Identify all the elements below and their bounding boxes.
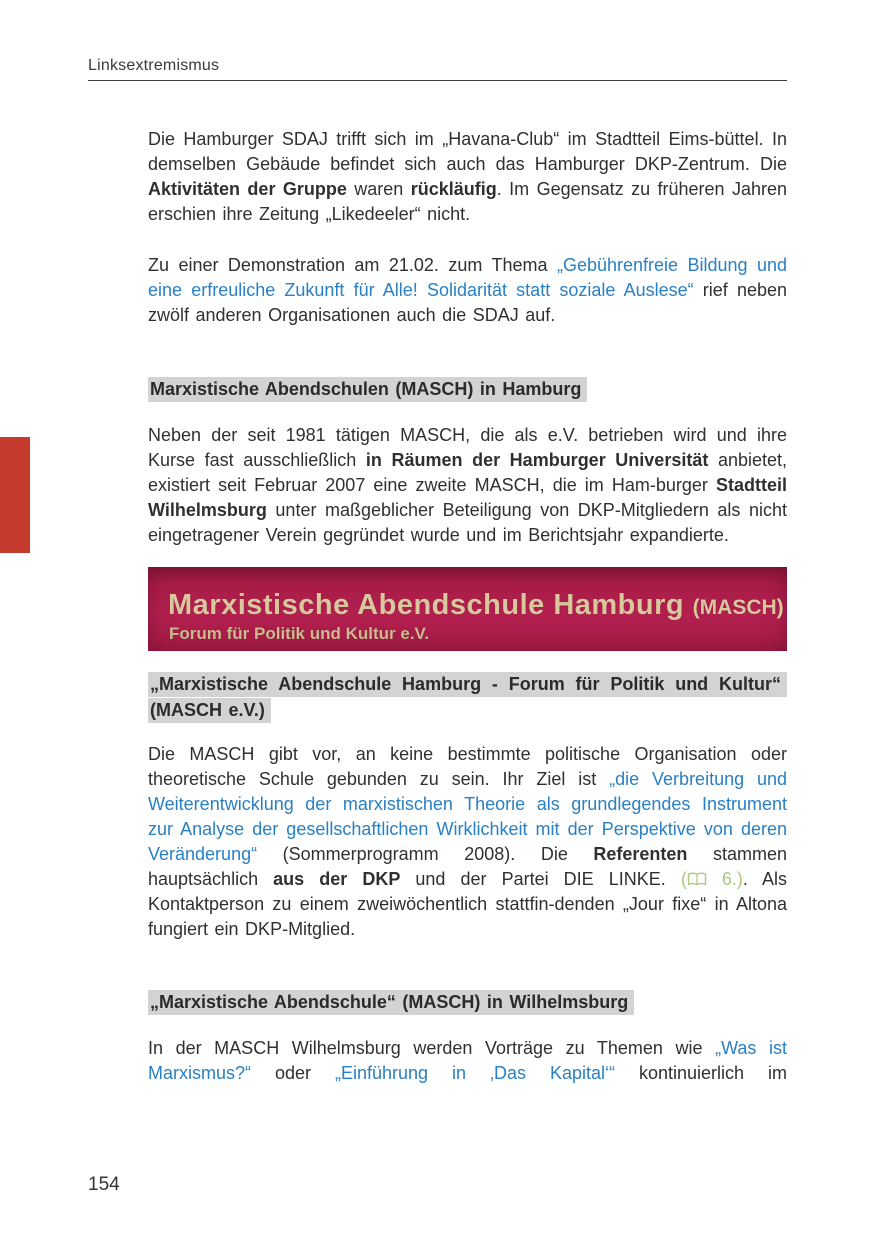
text-run: anbietet, existiert seit Februar 2007 eine zweite MASCH, die im Ham-burger bbox=[148, 450, 787, 495]
masch-banner-image bbox=[148, 567, 787, 651]
text-run: Referenten bbox=[593, 844, 688, 864]
paragraph-demonstration bbox=[148, 253, 787, 328]
text-run: aus der DKP bbox=[273, 869, 401, 889]
text-run: rief neben zwölf anderen Organisationen auch die SDAJ auf. bbox=[148, 280, 788, 325]
heading-highlight: Marxistische Abendschulen (MASCH) in Hamburg bbox=[148, 377, 587, 402]
text-run: Neben der seit 1981 tätigen MASCH, die als e.V. betrieben wird und ihre Kurse fast ausschließlich bbox=[148, 425, 787, 470]
text-run: 6.) bbox=[706, 869, 743, 889]
open-book-icon bbox=[687, 869, 707, 889]
text-run: Die MASCH gibt vor, an keine bestimmte politische Organisation oder theoretische Schule gebunden zu sein. Ihr Ziel ist bbox=[148, 744, 787, 789]
paragraph-sdaj-havana-club bbox=[148, 127, 787, 227]
text-run: „die Verbreitung und Weiterentwicklung der marxistischen Theorie als grundlegendes Instrument zur Analyse der gesellschaftlichen Wirklichkeit mit der Perspektive von deren Veränderung“ bbox=[148, 769, 787, 864]
heading-highlight: „Marxistische Abendschule“ (MASCH) in Wilhelmsburg bbox=[148, 990, 634, 1015]
paragraph-masch-lectures bbox=[148, 1036, 787, 1086]
text-run: Zu einer Demonstration am 21.02. zum Thema bbox=[148, 255, 557, 275]
heading-highlight: „Marxistische Abendschule Hamburg - Forum für Politik und Kultur“ (MASCH e.V.) bbox=[148, 672, 787, 723]
text-run: und der Partei DIE LINKE. bbox=[400, 869, 681, 889]
banner-title-suffix: (MASCH) bbox=[692, 596, 784, 619]
text-run: . Als Kontaktperson zu einem zweiwöchentlich stattfin-denden „Jour fixe“ in Altona fungiert ein DKP-Mitglied. bbox=[148, 869, 788, 939]
text-run: stammen hauptsächlich bbox=[148, 844, 787, 889]
text-run: In der MASCH Wilhelmsburg werden Vorträge zu Themen wie bbox=[148, 1038, 716, 1058]
text-run: unter maßgeblicher Beteiligung von DKP-Mitgliedern als nicht eingetragener Verein gegründet wurde und im Berichtsjahr expandierte. bbox=[148, 500, 787, 545]
text-run: Aktivitäten der Gruppe bbox=[148, 179, 347, 199]
text-run: oder bbox=[251, 1063, 335, 1083]
text-run: Die Hamburger SDAJ trifft sich im „Havana-Club“ im Stadtteil Eims-büttel. In demselben Gebäude befindet sich auch das Hamburger DKP-Zentrum. Die bbox=[148, 129, 787, 174]
text-run: waren bbox=[346, 179, 411, 199]
text-run: in Räumen der Hamburger Universität bbox=[365, 450, 709, 470]
text-run: „Gebührenfreie Bildung und eine erfreuliche Zukunft für Alle! Solidarität statt soziale Auslese“ bbox=[148, 255, 787, 300]
text-run: . Im Gegensatz zu früheren Jahren erschien ihre Zeitung „Likedeeler“ nicht. bbox=[148, 179, 787, 224]
page-number: 154 bbox=[88, 1174, 120, 1195]
text-run: kontinuierlich im bbox=[615, 1063, 787, 1083]
section-heading-masch-wilhelmsburg bbox=[148, 989, 787, 1015]
text-run: Stadtteil Wilhelmsburg bbox=[148, 475, 787, 520]
paragraph-masch-goals bbox=[148, 742, 787, 942]
text-run: rückläufig bbox=[410, 179, 497, 199]
chapter-tab-marker bbox=[0, 437, 30, 553]
section-heading-masch-hamburg bbox=[148, 376, 787, 402]
section-heading-masch-ev bbox=[148, 671, 787, 723]
running-head: Linksextremismus bbox=[88, 57, 220, 74]
text-run: (Sommerprogramm 2008). Die bbox=[257, 844, 594, 864]
text-run: ( bbox=[680, 869, 687, 889]
paragraph-masch-history bbox=[148, 423, 787, 548]
text-run: „Einführung in ‚Das Kapital‘“ bbox=[334, 1063, 615, 1083]
banner-title: Marxistische Abendschule Hamburg (MASCH) bbox=[168, 589, 784, 621]
text-run: „Was ist Marxismus?“ bbox=[148, 1038, 787, 1083]
banner-subtitle: Forum für Politik und Kultur e.V. bbox=[169, 624, 430, 643]
text-column bbox=[148, 0, 787, 1086]
